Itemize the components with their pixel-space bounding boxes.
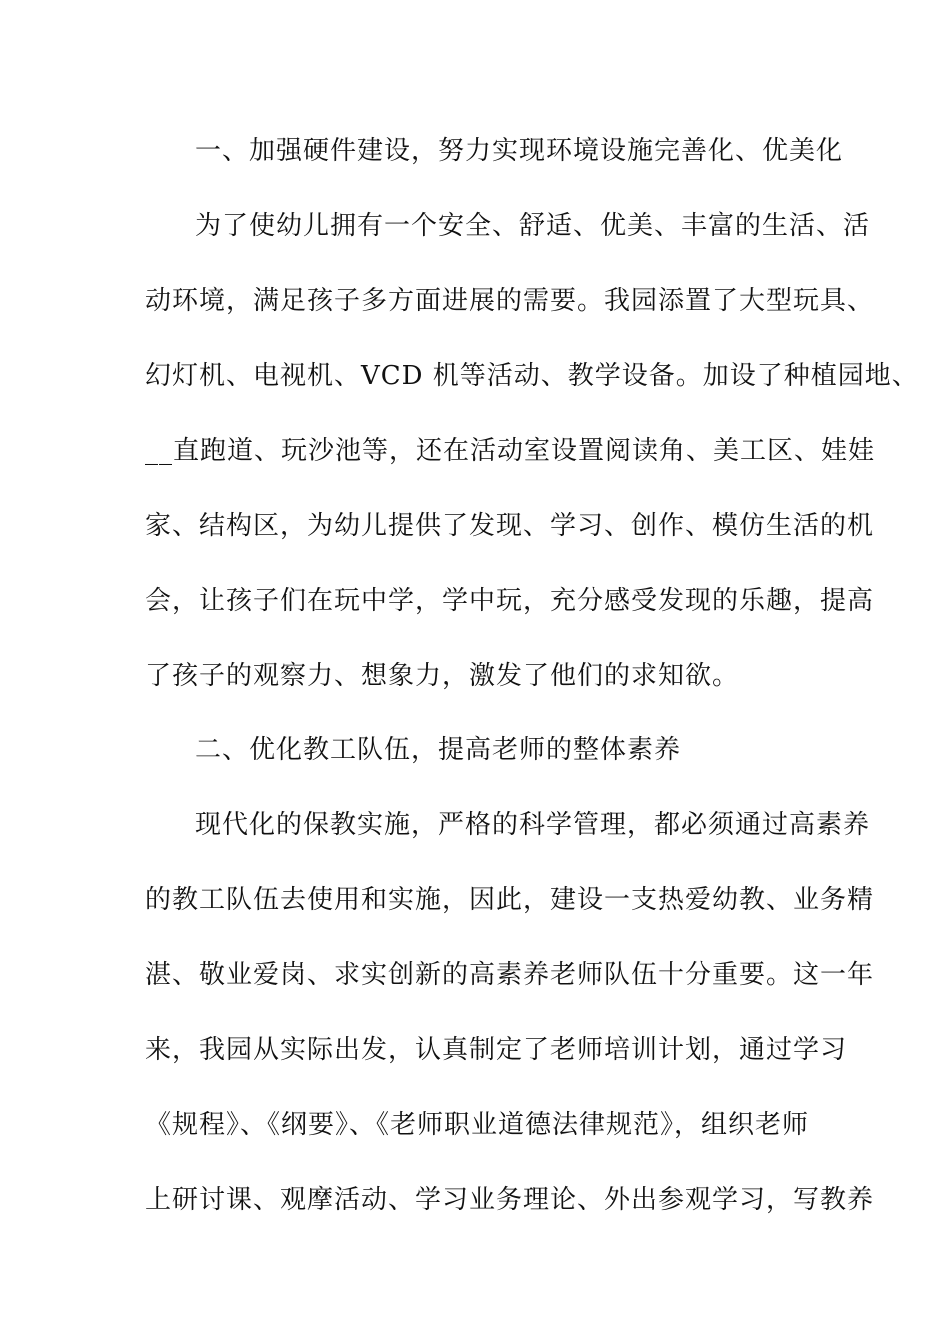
heading-section-1: 一、加强硬件建设，努力实现环境设施完善化、优美化: [195, 136, 844, 166]
paragraph-line: 家、结构区，为幼儿提供了发现、学习、创作、模仿生活的机: [145, 511, 875, 541]
paragraph-line: 来，我园从实际出发，认真制定了老师培训计划，通过学习: [145, 1035, 848, 1065]
paragraph-line: 《规程》、《纲要》、《老师职业道德法律规范》，组织老师: [145, 1110, 810, 1140]
paragraph-line: 湛、敬业爱岗、求实创新的高素养老师队伍十分重要。这一年: [145, 960, 875, 990]
paragraph-line: 幻灯机、电视机、VCD 机等活动、教学设备。加设了种植园地、: [145, 361, 919, 391]
paragraph-line: 会，让孩子们在玩中学，学中玩，充分感受发现的乐趣，提高: [145, 586, 875, 616]
paragraph-line: 了孩子的观察力、想象力，激发了他们的求知欲。: [145, 661, 740, 691]
paragraph-line: __直跑道、玩沙池等，还在活动室设置阅读角、美工区、娃娃: [145, 436, 876, 466]
paragraph-line: 的教工队伍去使用和实施，因此，建设一支热爱幼教、业务精: [145, 885, 875, 915]
paragraph-line: 现代化的保教实施，严格的科学管理，都必须通过高素养: [195, 810, 871, 840]
paragraph-line: 上研讨课、观摩活动、学习业务理论、外出参观学习，写教养: [145, 1185, 875, 1215]
paragraph-line: 动环境，满足孩子多方面进展的需要。我园添置了大型玩具、: [145, 286, 875, 316]
paragraph-line: 为了使幼儿拥有一个安全、舒适、优美、丰富的生活、活: [195, 211, 871, 241]
heading-section-2: 二、优化教工队伍，提高老师的整体素养: [195, 735, 682, 765]
